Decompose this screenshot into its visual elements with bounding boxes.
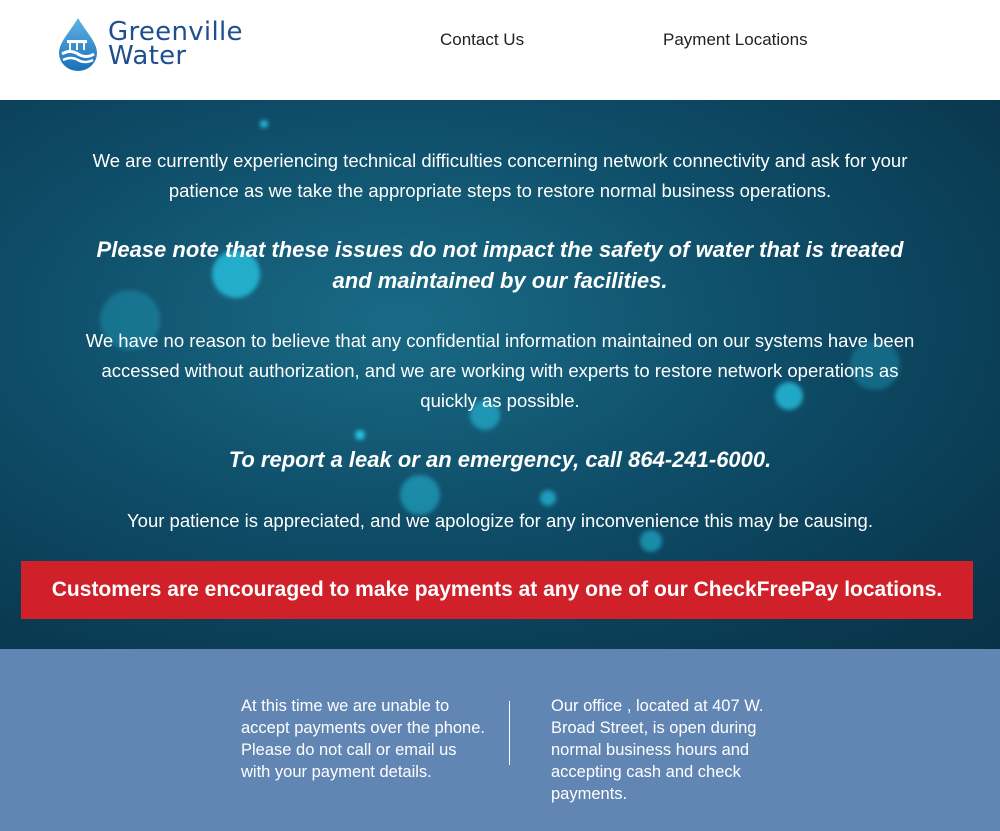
logo[interactable] [56,16,243,72]
connectivity-notice: We are currently experiencing technical difficulties concerning network connectivity and ask for your patience as we take the appropriate steps to restore normal business operations. [92,150,908,201]
payment-info-section [0,649,1000,831]
bokeh-dot [640,530,662,552]
nav-payment-locations[interactable]: Payment Locations [663,30,808,49]
logo-line2: Water [108,41,187,71]
water-drop-icon [56,16,100,72]
bokeh-dot [540,490,556,506]
bokeh-dot [355,430,365,440]
checkfreepay-banner[interactable]: Customers are encouraged to make payments at any one of our CheckFreePay locations. [21,561,973,619]
emergency-notice: To report a leak or an emergency, call 864-241-6000. [228,447,772,472]
phone-payment-notice: At this time we are unable to accept payments over the phone. Please do not call or email us with your payment details. [241,697,485,781]
confidentiality-notice: We have no reason to believe that any confidential information maintained on our systems have been accessed without authorization, and we are working with experts to restore network operations as quickly as possible. [85,330,915,411]
bokeh-dot [400,475,440,515]
nav-contact-us[interactable]: Contact Us [440,30,525,49]
safety-note: Please note that these issues do not impact the safety of water that is treated and maintained by our facilities. [96,237,904,293]
apology-text: Your patience is appreciated, and we apologize for any inconvenience this may be causing. [127,510,873,531]
divider [509,701,510,765]
site-header [0,0,1000,100]
hero-section [0,100,1000,649]
bokeh-dot [260,120,268,128]
logo-line1: Greenville [108,17,243,47]
office-info: Our office , located at 407 W. Broad Street, is open during normal business hours and accepting cash and check payments. [551,697,764,803]
